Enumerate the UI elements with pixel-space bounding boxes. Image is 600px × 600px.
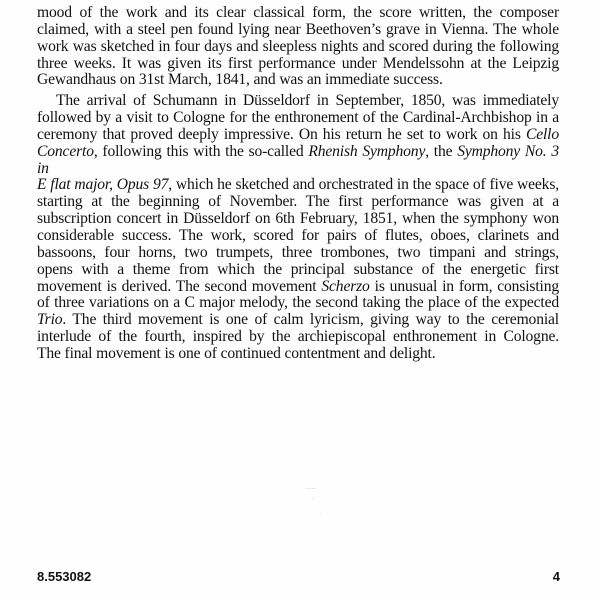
paragraph-p2	[37, 93, 559, 363]
text-line	[37, 22, 559, 39]
text-line	[37, 312, 559, 329]
text-run: opens with a theme from which the principal substance of the energetic first	[37, 260, 559, 278]
italic-title: Rhenish Symphony	[308, 142, 426, 160]
italic-title: Concerto	[37, 142, 94, 160]
text-line	[37, 194, 559, 211]
page-footer	[37, 569, 560, 584]
scan-artifact: ·	[320, 510, 323, 518]
text-line	[37, 5, 559, 22]
text-line	[37, 39, 559, 56]
text-line	[37, 93, 559, 110]
text-run: , following this with the so-called	[93, 142, 309, 160]
catalogue-number: 8.553082	[37, 569, 92, 584]
text-run: starting at the beginning of November. The first performance was given at a	[37, 193, 559, 211]
text-line	[37, 127, 559, 144]
italic-title: Scherzo	[321, 277, 370, 295]
text-run: subscription concert in Düsseldorf on 6th February, 1851, when the symphony won	[37, 210, 559, 228]
text-run: claimed, with a steel pen found lying near Beethoven’s grave in Vienna. The whole	[37, 20, 559, 38]
italic-title: Cello	[525, 125, 559, 143]
text-run: interlude of the fourth, inspired by the archiepiscopal enthronement in Cologne.	[37, 328, 559, 346]
text-line	[37, 72, 559, 89]
text-line	[37, 346, 559, 363]
text-run: of three variations on a C major melody, the second taking the place of the expected	[37, 294, 559, 312]
text-run: is unusual in form, consisting	[369, 277, 559, 295]
italic-title: Symphony No. 3 in	[37, 142, 559, 177]
text-run: work was sketched in four days and sleepless nights and scored during the following	[37, 37, 559, 55]
text-run: mood of the work and its clear classical form, the score written, the composer	[37, 4, 559, 21]
text-run: considerable success. The work, scored for pairs of flutes, oboes, clarinets and	[37, 226, 559, 244]
text-line	[37, 262, 559, 279]
text-run: The final movement is one of continued contentment and delight.	[37, 344, 436, 362]
text-line	[37, 279, 559, 296]
text-run: . The third movement is one of calm lyricism, giving way to the ceremonial	[62, 311, 559, 329]
text-run: followed by a visit to Cologne for the enthronement of the Cardinal-Archbishop in a	[37, 109, 559, 127]
scan-artifact: '	[312, 497, 314, 505]
italic-title: Trio	[37, 311, 63, 329]
text-line	[37, 211, 559, 228]
page-number: 4	[552, 569, 560, 584]
text-line	[37, 245, 559, 262]
text-run: , which he sketched and orchestrated in the space of five weeks,	[168, 176, 559, 194]
text-line	[37, 144, 559, 178]
text-line	[37, 56, 559, 73]
text-line	[37, 110, 559, 127]
text-run: movement is derived. The second movement	[37, 277, 322, 295]
text-run: three weeks. It was given its first performance under Mendelssohn at the Leipzig	[37, 54, 559, 72]
text-run: , the	[425, 142, 458, 160]
text-run: Gewandhaus on 31st March, 1841, and was an immediate success.	[37, 71, 443, 89]
paragraph-p1	[37, 5, 559, 89]
scan-artifact: .ــ.ـ	[305, 483, 316, 491]
italic-title: E flat major, Opus 97	[37, 176, 169, 194]
text-line	[37, 177, 559, 194]
text-line	[37, 329, 559, 346]
text-line	[37, 295, 559, 312]
body-text	[37, 5, 559, 363]
text-run: The arrival of Schumann in Düsseldorf in September, 1850, was immediately	[56, 92, 559, 110]
text-run: ceremony that proved deeply impressive. On his return he set to work on his	[37, 125, 526, 143]
text-run: bassoons, four horns, two trumpets, three trombones, two timpani and strings,	[37, 243, 559, 261]
text-line	[37, 228, 559, 245]
